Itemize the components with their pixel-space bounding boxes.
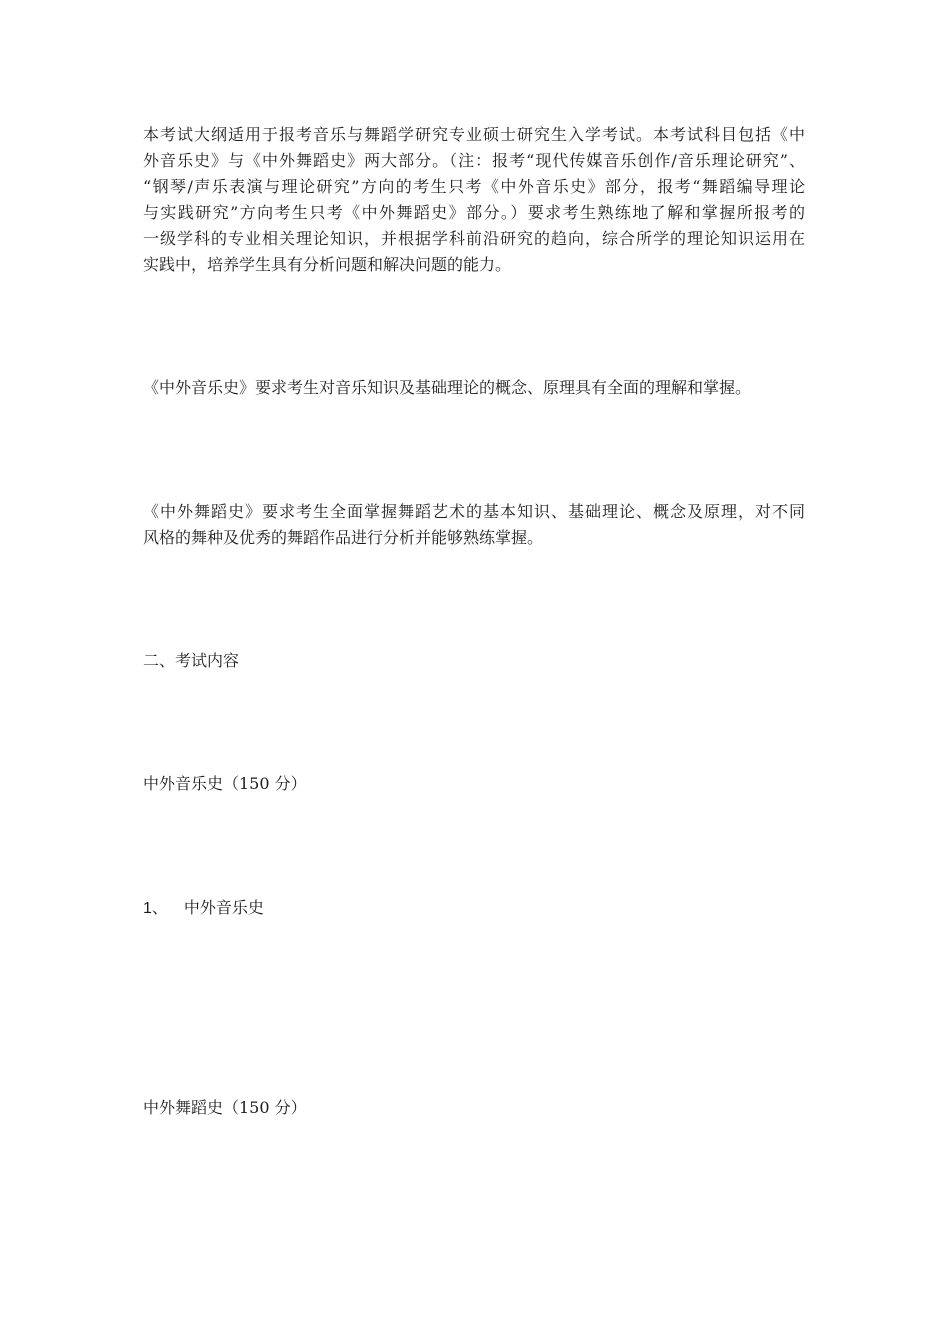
music-history-title [143,771,805,797]
intro-line: 外音乐史》与《中外舞蹈史》两大部分。（注：报考“现代传媒音乐创作/音乐理论研究”、 [143,151,805,170]
intro-line: 一级学科的专业相关理论知识，并根据学科前沿研究的趋向，综合所学的理论知识运用在 [143,229,805,248]
intro-line: 实践中，培养学生具有分析问题和解决问题的能力。 [143,255,512,274]
intro-line: 本考试大纲适用于报考音乐与舞蹈学研究专业硕士研究生入学考试。本考试科目包括《中 [143,125,805,144]
dance-history-title-text: 中外舞蹈史（150 分） [143,1098,307,1117]
dance-history-title [143,1095,805,1121]
item-title: 中外音乐史 [183,898,264,917]
section-heading-text: 二、考试内容 [143,651,240,670]
section-heading [143,648,805,674]
music-requirement-line: 《中外音乐史》要求考生对音乐知识及基础理论的概念、原理具有全面的理解和掌握。 [143,378,752,397]
music-requirement-paragraph [143,375,805,401]
intro-line: 与实践研究”方向考生只考《中外舞蹈史》部分。）要求考生熟练地了解和掌握所报考的 [143,203,805,222]
music-history-item [143,895,805,921]
dance-requirement-paragraph [143,499,805,551]
dance-requirement-line: 风格的舞种及优秀的舞蹈作品进行分析并能够熟练掌握。 [143,528,544,547]
intro-line: “钢琴/声乐表演与理论研究”方向的考生只考《中外音乐史》部分，报考“舞蹈编导理论 [143,177,805,196]
intro-paragraph [143,122,805,278]
music-history-title-text: 中外音乐史（150 分） [143,774,307,793]
music-history-item-line [143,895,805,921]
dance-requirement-line: 《中外舞蹈史》要求考生全面掌握舞蹈艺术的基本知识、基础理论、概念及原理，对不同 [143,502,805,521]
item-number: 1、 [143,900,168,917]
